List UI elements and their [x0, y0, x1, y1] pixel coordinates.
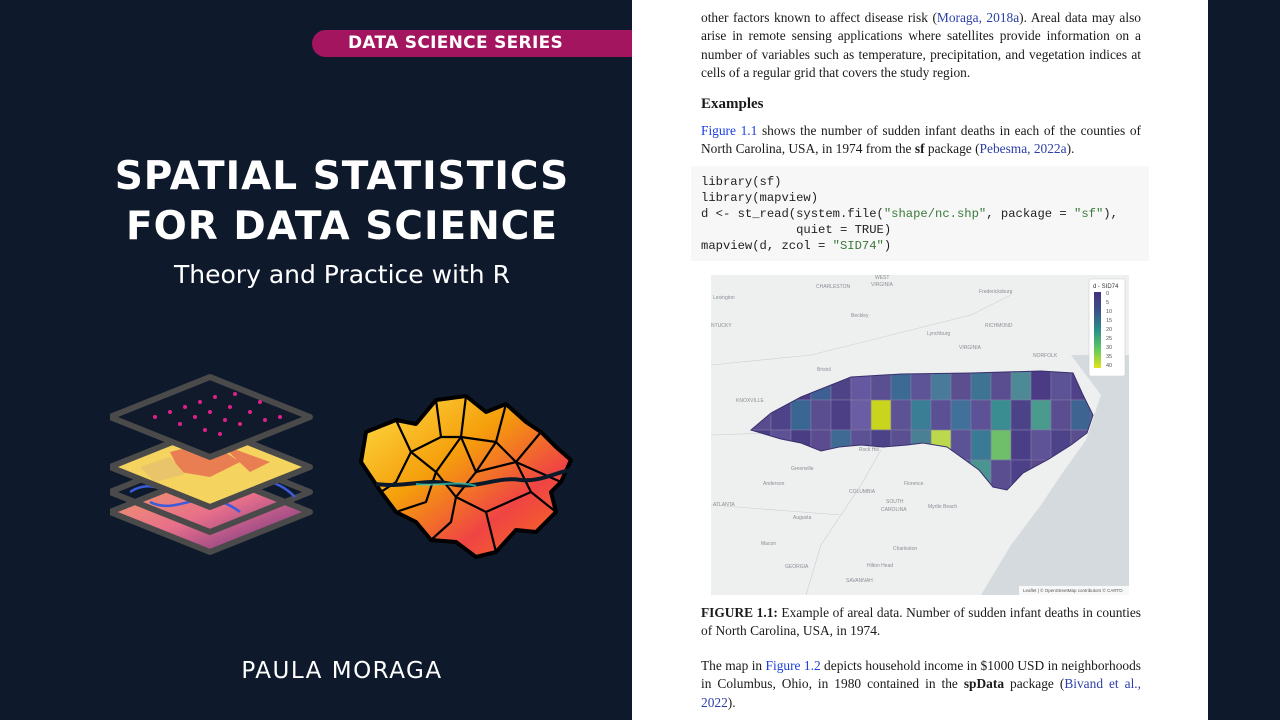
- citation-link-moraga[interactable]: Moraga, 2018a: [936, 10, 1020, 25]
- code-string-zcol: "SID74": [832, 239, 884, 253]
- map-label-myrtle-beach: Myrtle Beach: [928, 504, 958, 510]
- code-line-5a: mapview(d, zcol =: [701, 239, 833, 253]
- series-banner: DATA SCIENCE SERIES: [312, 30, 632, 57]
- map-attribution[interactable]: Leaflet | © OpenStreetMap contributors © CARTO: [1023, 588, 1123, 593]
- package-name-sf: sf: [914, 141, 925, 157]
- right-margin: [1208, 0, 1280, 720]
- legend-tick: 35: [1106, 354, 1113, 360]
- layers-illustration: [110, 372, 315, 577]
- code-string-path: "shape/nc.shp": [883, 207, 987, 221]
- code-line-4: quiet = TRUE): [701, 223, 892, 237]
- legend-tick: 25: [1106, 336, 1113, 342]
- legend-tick: 5: [1106, 300, 1110, 306]
- london-map-illustration: [356, 392, 576, 562]
- para-bottom-text-4: ).: [727, 694, 736, 710]
- figure-caption: [701, 604, 1141, 641]
- map-legend: [1089, 279, 1125, 376]
- book-author: PAULA MORAGA: [241, 658, 443, 684]
- figure-link-1-2[interactable]: Figure 1.2: [765, 658, 821, 673]
- legend-tick: 15: [1106, 318, 1113, 324]
- book-page: [632, 0, 1208, 720]
- para-bottom-text-3: package (: [1004, 676, 1065, 692]
- code-line-2: library(mapview): [701, 191, 819, 205]
- map-label-west-virginia-1: WEST: [875, 275, 890, 281]
- para-bottom-text-1: The map in: [701, 658, 766, 673]
- para-examples-text-2: package (: [924, 141, 980, 157]
- paragraph-examples: [701, 122, 1141, 159]
- code-line-1: library(sf): [701, 175, 782, 189]
- legend-tick: 30: [1106, 345, 1113, 351]
- map-label-beckley: Beckley: [851, 313, 869, 319]
- book-subtitle: Theory and Practice with R: [174, 260, 510, 289]
- map-label-hilton-head: Hilton Head: [867, 563, 894, 569]
- map-label-charleston-sc: Charleston: [893, 546, 918, 552]
- map-label-macon: Macon: [761, 541, 777, 547]
- nc-sid74-map[interactable]: [711, 275, 1129, 595]
- figure-link-1-1[interactable]: Figure 1.1: [701, 123, 758, 138]
- paragraph-areal-data: [701, 9, 1141, 82]
- para-bottom-text-2: depicts household income in $1000 USD in neighborhoods in Columbus, Ohio, in 1980 contained in the: [701, 658, 1141, 692]
- code-line-3a: d <- st_read(system.file(: [701, 207, 884, 221]
- map-label-virginia: VIRGINIA: [959, 345, 981, 351]
- map-label-savannah: SAVANNAH: [846, 578, 873, 584]
- para-top-text-1: other factors known to affect disease risk (: [701, 10, 937, 25]
- code-block: [691, 166, 1149, 261]
- section-heading-examples: Examples: [701, 96, 764, 112]
- para-examples-text-1: shows the number of sudden infant deaths in each of the counties of North Carolina, USA, in 1974 from the: [701, 123, 1141, 157]
- legend-tick: 0: [1106, 291, 1110, 297]
- map-label-kentucky: NTUCKY: [711, 323, 732, 329]
- map-label-greenville: Greenville: [791, 466, 814, 472]
- map-label-south-carolina-2: CAROLINA: [881, 507, 907, 513]
- book-cover: [0, 0, 632, 720]
- map-label-bristol: Bristol: [817, 367, 831, 373]
- map-label-richmond: RICHMOND: [985, 323, 1013, 329]
- citation-link-pebesma[interactable]: Pebesma, 2022a: [979, 141, 1067, 157]
- map-label-anderson: Anderson: [763, 481, 785, 487]
- code-string-package: "sf": [1074, 207, 1104, 221]
- code-line-5b: ): [883, 239, 892, 253]
- map-label-west-virginia-2: VIRGINIA: [871, 282, 893, 288]
- legend-tick: 40: [1106, 363, 1113, 369]
- legend-title: d - SID74: [1093, 284, 1119, 290]
- map-label-norfolk: NORFOLK: [1033, 353, 1058, 359]
- legend-tick: 10: [1106, 309, 1113, 315]
- figure-label: FIGURE 1.1:: [701, 605, 778, 620]
- book-title: [0, 152, 632, 252]
- para-examples-text-3: ).: [1066, 141, 1075, 157]
- book-title-line-1: SPATIAL STATISTICS: [114, 154, 570, 199]
- map-label-fredericksburg: Fredericksburg: [979, 289, 1013, 295]
- package-name-spdata: spData: [963, 676, 1005, 692]
- map-label-atlanta: ATLANTA: [713, 502, 735, 508]
- map-label-augusta: Augusta: [793, 515, 812, 521]
- legend-tick: 20: [1106, 327, 1113, 333]
- map-label-south-carolina-1: SOUTH: [886, 499, 904, 505]
- map-label-rock-hill: Rock Hill: [859, 447, 879, 453]
- para-top-text-2: ). Areal data may also arise in remote sensing applications where satellites provide information on a number of variables such as temperature, precipitation, and vegetation indices at cells of a regular grid that covers the study region.: [701, 10, 1141, 80]
- citation-link-bivand[interactable]: Bivand et al., 2022: [701, 676, 1141, 710]
- legend-colorbar: [1094, 292, 1101, 368]
- code-line-3b: , package =: [986, 207, 1075, 221]
- map-label-florence: Florence: [904, 481, 924, 487]
- map-label-columbia: COLUMBIA: [849, 489, 876, 495]
- code-line-3c: ),: [1103, 207, 1118, 221]
- map-label-charleston-wv: CHARLESTON: [816, 284, 851, 290]
- map-label-knoxville: KNOXVILLE: [736, 398, 764, 404]
- map-label-lexington: Lexington: [713, 295, 735, 301]
- figure-caption-text: Example of areal data. Number of sudden infant deaths in counties of North Carolina, USA, in 1974.: [701, 605, 1142, 639]
- map-label-lynchburg: Lynchburg: [927, 331, 951, 337]
- book-title-line-2: FOR DATA SCIENCE: [125, 204, 559, 249]
- paragraph-columbus: [701, 657, 1141, 712]
- london-outline: [361, 396, 571, 557]
- map-label-georgia: GEORGIA: [785, 564, 809, 570]
